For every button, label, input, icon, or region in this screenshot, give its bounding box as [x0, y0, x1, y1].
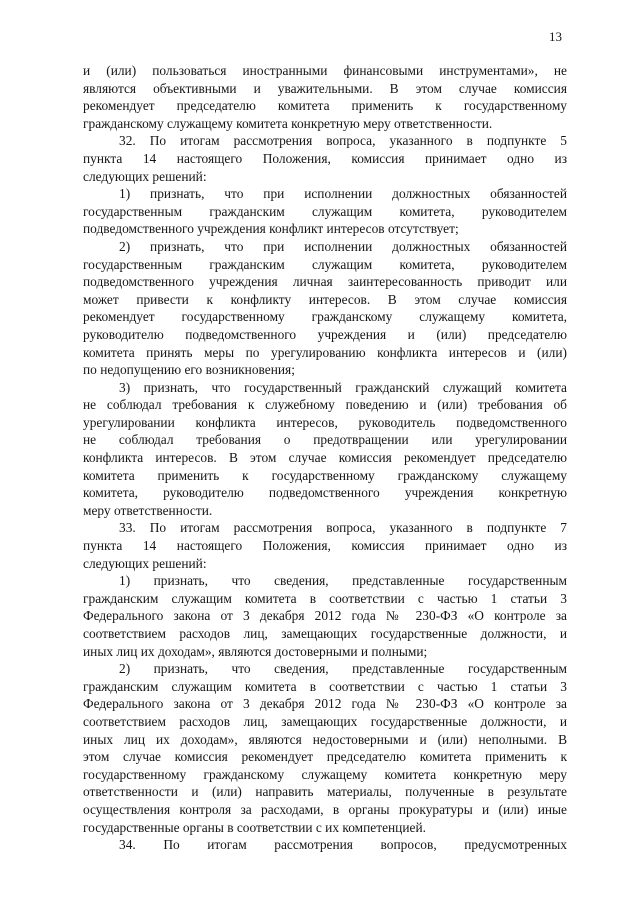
text-line: гражданскому служащему комитета конкретную меру ответственности.	[83, 115, 493, 131]
text-line: 34. По итогам рассмотрения вопросов, предусмотренных	[119, 837, 567, 853]
text-line: рекомендует председателю комитета применить к государственному	[83, 98, 567, 114]
text-line: подведомственного учреждения личная заинтересованность приводит или	[83, 274, 567, 290]
text-line: 32. По итогам рассмотрения вопроса, указанного в подпункте 5	[119, 133, 567, 149]
text-line: комитета применить к государственному гражданскому служащему	[83, 467, 567, 483]
text-line: 2) признать, что при исполнении должностных обязанностей	[119, 238, 567, 254]
text-line: осуществления контроля за расходами, в органы прокуратуры и (или) иные	[83, 801, 567, 817]
text-line: пункта 14 настоящего Положения, комиссия принимает одно из	[83, 150, 567, 166]
text-line: не соблюдал требования к служебному поведению и (или) требования об	[83, 397, 567, 413]
text-line: следующих решений:	[83, 168, 207, 184]
text-line: гражданским служащим комитета в соответствии с частью 1 статьи 3	[83, 590, 567, 606]
text-line: являются объективными и уважительными. В этом случае комиссия	[83, 80, 567, 96]
text-line: подведомственного учреждения конфликт интересов отсутствует;	[83, 221, 459, 237]
text-line: соответствием расходов лиц, замещающих государственные должности, и	[83, 626, 567, 641]
text-line: 33. По итогам рассмотрения вопроса, указанного в подпункте 7	[119, 520, 567, 536]
text-line: не соблюдал требования о предотвращении или урегулировании	[83, 432, 567, 448]
text-line: иных лиц их доходам», являются достоверными и полными;	[83, 643, 428, 659]
text-line: 3) признать, что государственный гражданский служащий комитета	[119, 379, 567, 395]
text-line: может привести к конфликту интересов. В этом случае комиссия	[83, 291, 567, 307]
page-number: 13	[549, 29, 562, 44]
text-line: руководителю подведомственного учреждения и (или) председателю	[83, 326, 567, 342]
text-line: этом случае комиссия рекомендует председателю комитета применить к	[83, 749, 567, 765]
text-line: комитета принять меры по урегулированию конфликта интересов и (или)	[83, 344, 567, 360]
document-body	[83, 62, 567, 854]
text-line: 2) признать, что сведения, представленные государственным	[119, 661, 567, 677]
text-line: рекомендует государственному гражданскому служащему комитета,	[83, 309, 567, 325]
text-line: Федерального закона от 3 декабря 2012 года № 230-ФЗ «О контроле за	[83, 696, 567, 712]
text-line: по недопущению его возникновения;	[83, 362, 295, 378]
text-line: государственные органы в соответствии с их компетенцией.	[83, 819, 426, 835]
text-line: пункта 14 настоящего Положения, комиссия принимает одно из	[83, 538, 567, 554]
text-line: 1) признать, что при исполнении должностных обязанностей	[119, 186, 567, 202]
text-line: комитета, руководителю подведомственного учреждения конкретную	[83, 485, 567, 501]
text-line: гражданским служащим комитета в соответствии с частью 1 статьи 3	[83, 678, 567, 694]
text-line: и (или) пользоваться иностранными финансовыми инструментами», не	[83, 63, 567, 78]
text-line: меру ответственности.	[83, 502, 213, 518]
text-line: соответствием расходов лиц, замещающих государственные должности, и	[83, 713, 567, 729]
text-line: урегулировании конфликта интересов, руководитель подведомственного	[83, 414, 567, 430]
text-line: конфликта интересов. В этом случае комиссия рекомендует председателю	[83, 450, 567, 466]
text-line: 1) признать, что сведения, представленные государственным	[119, 573, 567, 589]
text-line: иных лиц их доходам», являются недостоверными и (или) неполными. В	[83, 731, 567, 747]
text-line: государственному гражданскому служащему комитета конкретную меру	[83, 766, 567, 782]
text-line: Федерального закона от 3 декабря 2012 года № 230-ФЗ «О контроле за	[83, 608, 567, 624]
text-line: следующих решений:	[83, 555, 207, 571]
text-line: государственным гражданским служащим комитета, руководителем	[83, 256, 567, 272]
text-line: ответственности и (или) направить материалы, полученные в результате	[83, 784, 567, 800]
text-line: государственным гражданским служащим комитета, руководителем	[83, 203, 567, 219]
